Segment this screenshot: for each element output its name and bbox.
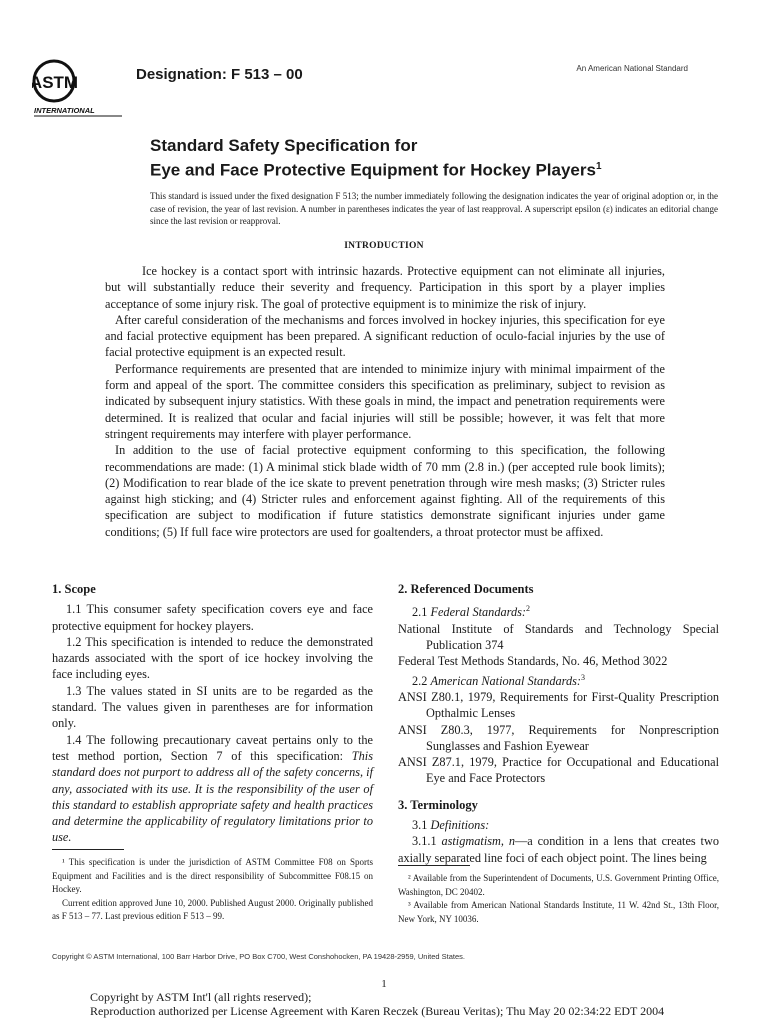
paragraph: 1.1 This consumer safety specification covers eye and face protective equipment for hockey players.	[52, 602, 373, 633]
introduction-heading: INTRODUCTION	[344, 241, 424, 251]
footnote-divider	[398, 865, 470, 866]
document-title	[150, 135, 602, 181]
footnote: ² Available from the Superintendent of Documents, U.S. Government Printing Office, Washington, DC 20402.	[398, 873, 719, 897]
paragraph: 1.4 The following precautionary caveat pertains only to the test method portion, Section 7 of this specification: This standard does not purport to address all of the safety concerns, if any, associated with its use. It is the responsibility of the user of this standard to establish appropriate safety and health practices and determine the applicability of regulatory limitations prior to use.	[52, 732, 373, 845]
reference-item: National Institute of Standards and Technology Special Publication 374	[398, 621, 719, 652]
reference-item: ANSI Z80.1, 1979, Requirements for First-Quality Prescription Opthalmic Lenses	[398, 689, 719, 721]
scope-section	[52, 581, 373, 846]
subsection: 3.1 Definitions:	[412, 818, 490, 833]
svg-text:INTERNATIONAL: INTERNATIONAL	[34, 106, 95, 115]
subsection: 2.1 Federal Standards:$^2$	[412, 604, 530, 620]
section-heading: 1. Scope	[52, 582, 96, 596]
designation: Designation: F 513 – 00	[136, 66, 303, 83]
intro-paragraph: After careful consideration of the mechanisms and forces involved in hockey injuries, this specification for eye and facial protective equipment has been prepared. A significant reduction of oculo-facial injuries by the use of facial protective equipment is an expected result.	[105, 312, 665, 360]
intro-paragraph: Performance requirements are presented that are intended to minimize injury with minimal impairment of the form and appeal of the sport. The committee considers this specification as preliminary, subject to revision as indicated by subsequent injury statistics. With these goals in mind, the impact and penetration requirements were determined. It is realized that ocular and facial injuries will still be possible; however, it was felt that more stringent requirements may interfere with player performance.	[105, 361, 665, 441]
footnote: Current edition approved June 10, 2000. Published August 2000. Originally published as F 513 – 77. Last previous edition F 513 – 99.	[52, 897, 373, 921]
section-heading: 2. Referenced Documents	[398, 582, 534, 596]
national-standard-label: An American National Standard	[576, 64, 688, 73]
footnotes-left	[52, 849, 373, 924]
footnote: ³ Available from American National Standards Institute, 11 W. 42nd St., 13th Floor, New York, NY 10036.	[398, 900, 719, 924]
intro-paragraph: Ice hockey is a contact sport with intrinsic hazards. Protective equipment can not eliminate all injuries, but will substantially reduce their severity and frequency. Participation in this sport by a player implies acceptance of some injury risk. The goal of protective equipment is to minimize the risk of injury.	[105, 264, 665, 311]
footnote-ref: 1	[595, 161, 602, 172]
introduction-body	[105, 263, 665, 540]
paragraph: 1.3 The values stated in SI units are to be regarded as the standard. The values given in parentheses are for information only.	[52, 683, 373, 731]
astm-logo	[32, 55, 124, 115]
copyright-line: Copyright © ASTM International, 100 Barr Harbor Drive, PO Box C700, West Conshohocken, PA 19428-2959, United States.	[52, 952, 465, 961]
reference-item: ANSI Z80.3, 1977, Requirements for Nonprescription Sunglasses and Fashion Eyewear	[398, 722, 719, 753]
title-line-2: Eye and Face Protective Equipment for Hockey Players$^1$	[150, 160, 602, 180]
issuance-note: This standard is issued under the fixed designation F 513; the number immediately following the designation indicates the year of original adoption or, in the case of revision, the year of last revision. A number in parentheses indicates the year of last reapproval. A superscript epsilon (ε) indicates an editorial change since the last revision or reapproval.	[150, 191, 718, 226]
title-line-1: Standard Safety Specification for	[150, 136, 418, 155]
subsection: 2.2 American National Standards:$^3$	[412, 672, 585, 688]
reference-item: Federal Test Methods Standards, No. 46, Method 3022	[398, 654, 668, 669]
intro-paragraph: In addition to the use of facial protective equipment conforming to this specification, the following recommendations are made: (1) A minimal stick blade width of 70 mm (2.8 in.) (per accepted rule book limits); (2) Modification to rear blade of the ice skate to prevent penetration through wire mesh masks; (3) Stricter rules against high sticking; and (4) Stricter rules and enforcement against fighting. All of the requirements of this specification are subject to modification if future statistics demonstrate significant injuries under game conditions; (5) If full face wire protectors are used for goaltenders, a throat protector must be affixed.	[105, 443, 665, 539]
reference-item: ANSI Z87.1, 1979, Practice for Occupational and Educational Eye and Face Protectors	[398, 755, 719, 786]
svg-text:ASTM: ASTM	[32, 73, 79, 92]
license-line: Reproduction authorized per License Agreement with Karen Reczek (Bureau Veritas); Thu May 20 02:34:22 EDT 2004	[90, 1004, 665, 1018]
referenced-documents-section	[398, 581, 719, 866]
section-heading: 3. Terminology	[398, 797, 478, 812]
paragraph: 1.2 This specification is intended to reduce the demonstrated hazards associated with the sport of ice hockey involving the face including eyes.	[52, 634, 373, 682]
license-line: Copyright by ASTM Int'l (all rights reserved);	[90, 990, 312, 1004]
definition: 3.1.1 astigmatism, n—a condition in a lens that creates two axially separated line foci of each object point. The lines being	[398, 834, 719, 865]
footnote-divider	[52, 849, 124, 850]
license-notice	[90, 990, 664, 1018]
footnotes-right	[398, 865, 719, 926]
page-number: 1	[381, 978, 387, 990]
footnote: ¹ This specification is under the jurisdiction of ASTM Committee F08 on Sports Equipment and Facilities and is the direct responsibility of Subcommittee F08.15 on Hockey.	[52, 857, 373, 894]
